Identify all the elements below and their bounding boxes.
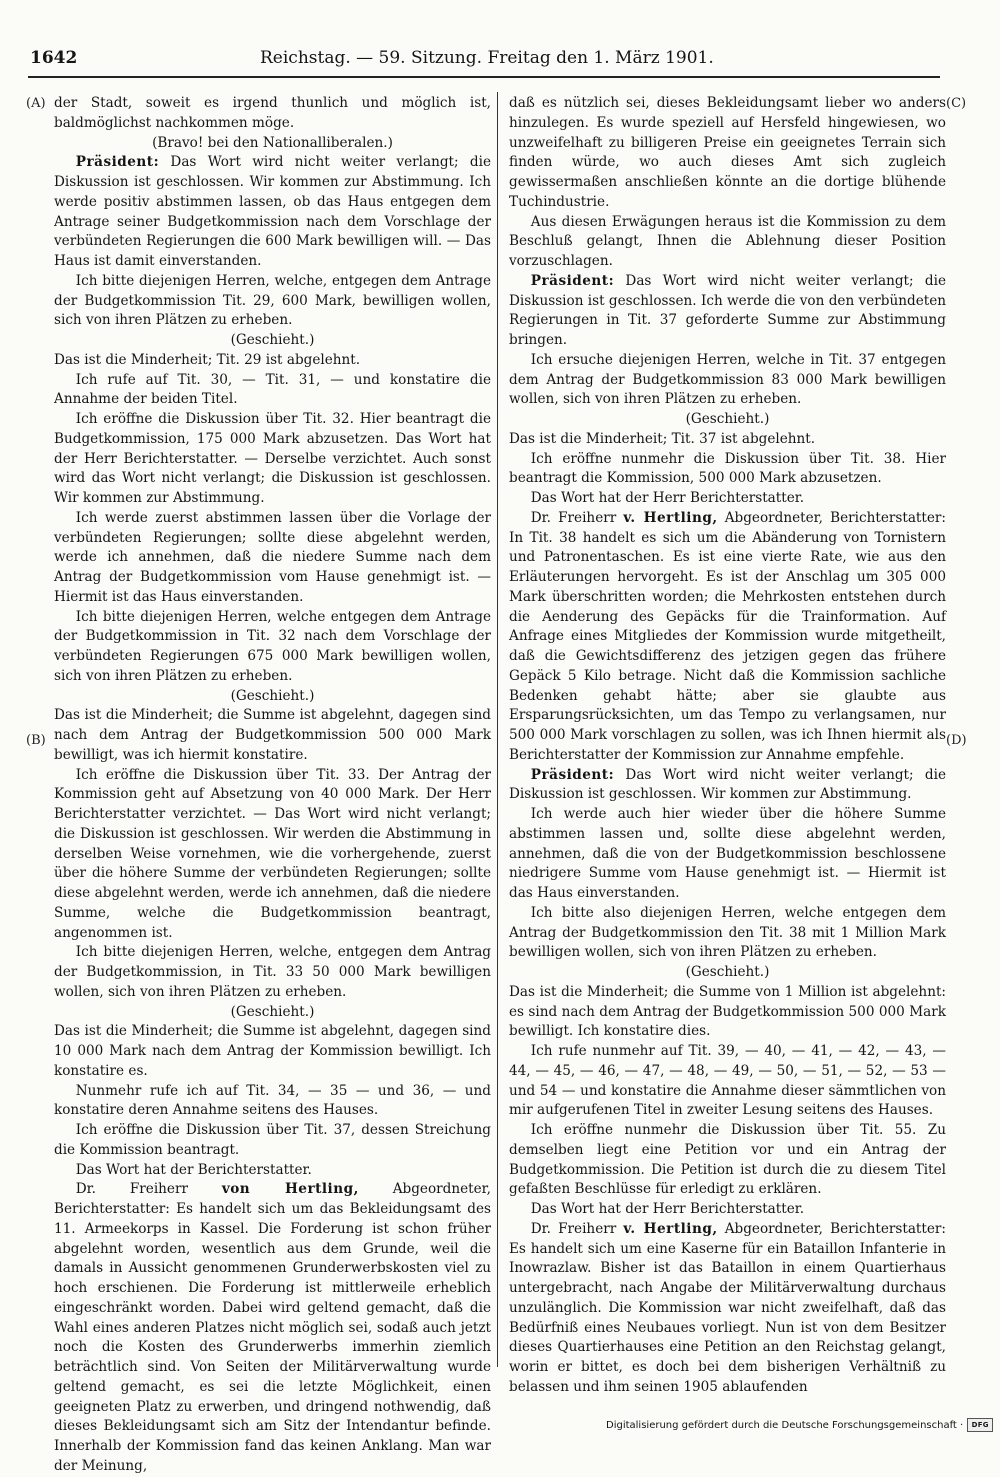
paragraph-text: Ich rufe nunmehr auf Tit. 39, — 40, — 41, — 42, — 43, — 44, — 45, — 46, — 47, — 48, — 49, — 50, — 51, — 52, — 53 — und 54 — und konstatire die Annahme dieser sämmtlichen von mir aufgerufenen Titel in zweiter Lesung seitens des Hauses. (509, 1043, 946, 1119)
digitization-credit (606, 1418, 993, 1432)
paragraph-text: Ich ersuche diejenigen Herren, welche in Tit. 37 entgegen dem Antrag der Budgetkommission 83 000 Mark bewilligen wollen, sich von ihren Plätzen zu erheben. (509, 351, 946, 408)
paragraph-text: Ich bitte diejenigen Herren, welche, entgegen dem Antrage der Budgetkommission Tit. 29, 600 Mark, bewilligen wollen, sich von ihren Plätzen zu erheben. (54, 272, 491, 329)
page-header (30, 48, 936, 72)
paragraph (54, 1121, 491, 1161)
paragraph (509, 94, 946, 213)
speaker-name: von Hertling, (221, 1181, 359, 1198)
paragraph-text: (Geschieht.) (685, 964, 770, 980)
paragraph-text: Das Wort wird nicht weiter verlangt; die Diskussion ist geschlossen. Wir kommen zur Abstimmung. Ich werde positiv abstimmen lassen, ob das Haus entgegen dem Antrage seiner Budgetkommission nach dem Vorschlage der verbündeten Regierungen die 600 Mark bewilligen will. — Das Haus ist damit einverstanden. (54, 154, 491, 269)
paragraph (54, 1082, 491, 1122)
right-column (509, 94, 946, 1398)
paragraph (54, 94, 491, 134)
paragraph (54, 1180, 491, 1476)
paragraph-text: der Stadt, soweit es irgend thunlich und möglich ist, baldmöglichst nachkommen möge. (54, 95, 491, 131)
paragraph-text: Dr. Freiherr (530, 1220, 624, 1237)
paragraph-text: Ich bitte diejenigen Herren, welche entgegen dem Antrage der Budgetkommission in Tit. 32 nach dem Vorschlage der verbündeten Regierungen 675 000 Mark bewilligen wollen, sich von ihren Plätzen zu erheben. (54, 608, 491, 684)
speaker-name: Präsident: (530, 766, 615, 783)
paragraph-text: Das Wort hat der Herr Berichterstatter. (530, 1201, 805, 1217)
paragraph-text: (Geschieht.) (230, 687, 315, 704)
paragraph (509, 983, 946, 1042)
paragraph-text: Ich eröffne die Diskussion über Tit. 33. Der Antrag der Kommission geht auf Absetzung von 40 000 Mark. Der Herr Berichterstatter verzichtet. — Das Wort wird nicht verlangt; die Diskussion ist geschlossen. Wir werden die Abstimmung in derselben Weise vornehmen, wie die vorhergehende, zuerst über die höhere Summe der verbündeten Regierungen; sollte diese abgelehnt werden, werde ich annehmen, daß die niedere Summe, welche die Budgetkommission beantragt, angenommen ist. (54, 766, 491, 941)
paragraph (54, 943, 491, 1002)
paragraph (509, 1200, 946, 1220)
margin-letter-b: (B) (26, 733, 46, 748)
margin-letter-d: (D) (946, 733, 967, 748)
paragraph-text: (Geschieht.) (230, 332, 315, 348)
paragraph-text: (Bravo! bei den Nationalliberalen.) (152, 134, 393, 151)
paragraph-text: Das Wort hat der Herr Berichterstatter. (530, 490, 805, 506)
paragraph-text: Das Wort hat der Berichterstatter. (75, 1161, 312, 1178)
paragraph-text: Ich bitte diejenigen Herren, welche, entgegen dem Antrag der Budgetkommission, in Tit. 33 50 000 Mark bewilligen wollen, sich von ihren Plätzen zu erheben. (54, 944, 491, 1000)
paragraph (54, 1003, 491, 1023)
paragraph (509, 1042, 946, 1121)
paragraph-text: Ich bitte also diejenigen Herren, welche entgegen dem Antrag der Budgetkommission den Tit. 38 mit 1 Million Mark bewilligen wollen, sich von ihren Plätzen zu erheben. (509, 904, 946, 961)
paragraph-text: Das ist die Minderheit; die Summe ist abgelehnt, dagegen sind 10 000 Mark nach dem Antrag der Kommission bewilligt. Ich konstatire es. (54, 1023, 491, 1079)
paragraph-text: Aus diesen Erwägungen heraus ist die Kommission zu dem Beschluß gelangt, Ihnen die Ablehnung dieser Position vorzuschlagen. (509, 213, 946, 269)
paragraph (509, 766, 946, 806)
paragraph (54, 134, 491, 154)
paragraph-text: Abgeordneter, Berichterstatter: Es handelt sich um das Bekleidungsamt des 11. Armeekorps in Kassel. Die Forderung ist schon früher abgelehnt worden, wesentlich aus dem Grunde, weil die damals in Aussicht genommenen Grunderwerbskosten viel zu hoch erschienen. Die Forderung ist mittlerweile erheblich eingeschränkt worden. Dabei wird geltend gemacht, daß die Wahl eines anderen Platzes nicht möglich sei, sodaß auch jetzt noch die Kosten des Grunderwerbs immerhin ziemlich beträchtlich sind. Von Seiten der Militärverwaltung wurde geltend gemacht, es sei die letzte Möglichkeit, einen geeigneten Platz zu erwerben, und dringend nothwendig, daß dieses Bekleidungsamt sich am Sitz der Intendantur befinde. Innerhalb der Kommission fand das keinen Anklang. Man war der Meinung, (54, 1181, 491, 1474)
paragraph-text: Ich rufe auf Tit. 30, — Tit. 31, — und konstatire die Annahme der beiden Titel. (54, 371, 491, 408)
paragraph-text: Ich eröffne die Diskussion über Tit. 37, dessen Streichung die Kommission beantragt. (54, 1122, 491, 1158)
credit-text: Digitalisierung gefördert durch die Deutsche Forschungsgemeinschaft · (606, 1419, 964, 1431)
paragraph (54, 1022, 491, 1081)
paragraph-text: (Geschieht.) (230, 1003, 315, 1020)
dfg-logo: DFG (967, 1418, 993, 1432)
paragraph (54, 153, 491, 272)
paragraph (54, 509, 491, 608)
paragraph (54, 371, 491, 411)
margin-letter-c: (C) (946, 96, 967, 111)
paragraph (54, 766, 491, 944)
paragraph (509, 963, 946, 983)
page-number: 1642 (30, 48, 78, 68)
paragraph (509, 213, 946, 272)
speaker-name: Präsident: (530, 272, 615, 289)
paragraph-text: Ich werde zuerst abstimmen lassen über die Vorlage der verbündeten Regierungen; sollte diese abgelehnt werden, werde ich annehmen, daß die niedere Summe nach dem Antrag der Budgetkommission vom Hause genehmigt ist. — Hiermit ist das Haus einverstanden. (54, 509, 491, 605)
paragraph (54, 687, 491, 707)
paragraph (54, 272, 491, 331)
paragraph-text: Abgeordneter, Berichterstatter: In Tit. 38 handelt es sich um die Abänderung von Tornistern und Patronentaschen. Es ist eine vierte Rate, wie aus den Erläuterungen hervorgeht. Es ist der Anschlag um 305 000 Mark überschritten worden; die Mehrkosten entstehen durch die Aenderung des Gepäcks für die Trainformation. Auf Anfrage eines Mitgliedes der Kommission wurde mitgetheilt, daß die Gewichtsdifferenz des jetzigen gegen das frühere Gepäck 5 Kilo betrage. Nicht daß die Kommission sachliche Bedenken gehabt hätte; aber sie glaubte aus Ersparungsrücksichten, um das Tempo zu verlangsamen, nur 500 000 Mark vorschlagen zu sollen, was ich Ihnen hiermit als Berichterstatter der Kommission zur Annahme empfehle. (509, 509, 946, 763)
paragraph (509, 1220, 946, 1398)
paragraph-text: Abgeordneter, Berichterstatter: Es handelt sich um eine Kaserne für ein Bataillon Infanterie in Inowrazlaw. Bisher ist das Bataillon in einem Quartierhaus untergebracht, nach Angabe der Militärverwaltung durchaus unzulänglich. Die Kommission war nicht zweifelhaft, daß das Bedürfniß eines Neubaues vorliegt. Nun ist von dem Besitzer dieses Quartierhauses eine Petition an den Reichstag gelangt, worin er bittet, es doch bei dem bisherigen Verhältniß zu belassen und ihm seinen 1905 ablaufenden (509, 1220, 946, 1395)
paragraph-text: Das ist die Minderheit; die Summe von 1 Million ist abgelehnt: es sind nach dem Antrag der Budgetkommission 500 000 Mark bewilligt. Ich konstatire dies. (509, 983, 946, 1040)
margin-letter-a: (A) (26, 96, 46, 111)
paragraph-text: Ich eröffne nunmehr die Diskussion über Tit. 55. Zu demselben liegt eine Petition vor und ein Antrag der Budgetkommission. Die Petition ist durch die zu diesem Titel gefaßten Beschlüsse für erledigt zu erklären. (509, 1122, 946, 1198)
paragraph (54, 608, 491, 687)
paragraph (54, 410, 491, 509)
header-rule (28, 76, 940, 78)
paragraph (509, 805, 946, 904)
paragraph-text: Das Wort wird nicht weiter verlangt; die Diskussion ist geschlossen. Ich werde die von den verbündeten Regierungen in Tit. 37 geforderte Summe zur Abstimmung bringen. (509, 272, 946, 348)
paragraph (509, 351, 946, 410)
paragraph-text: Ich eröffne die Diskussion über Tit. 32. Hier beantragt die Budgetkommission, 175 000 Mark abzusetzen. Das Wort hat der Herr Berichterstatter. — Derselbe verzichtet. Auch sonst wird das Wort nicht verlangt; die Diskussion ist geschlossen. Wir kommen zur Abstimmung. (54, 411, 491, 506)
paragraph-text: Dr. Freiherr (75, 1181, 222, 1198)
paragraph (54, 331, 491, 351)
paragraph (509, 904, 946, 963)
paragraph-text: Ich werde auch hier wieder über die höhere Summe abstimmen lassen und, sollte diese abgelehnt werden, annehmen, daß die von der Budgetkommission beschlossene niedrigere Summe vom Hause genehmigt ist. — Hiermit ist das Haus einverstanden. (509, 806, 946, 901)
paragraph-text: Nunmehr rufe ich auf Tit. 34, — 35 — und 36, — und konstatire deren Annahme seitens des Hauses. (54, 1082, 491, 1119)
paragraph (509, 1121, 946, 1200)
speaker-name: v. Hertling, (623, 509, 718, 526)
column-divider (497, 92, 498, 1367)
paragraph-text: Ich eröffne nunmehr die Diskussion über Tit. 38. Hier beantragt die Kommission, 500 000 Mark abzusetzen. (509, 450, 946, 487)
paragraph (509, 410, 946, 430)
paragraph-text: Dr. Freiherr (530, 509, 624, 526)
left-column (54, 94, 491, 1477)
paragraph-text: (Geschieht.) (685, 411, 770, 427)
paragraph (54, 351, 491, 371)
paragraph-text: Das ist die Minderheit; die Summe ist abgelehnt, dagegen sind nach dem Antrag der Budgetkommission 500 000 Mark bewilligt, was ich hiermit konstatire. (54, 707, 491, 763)
speaker-name: v. Hertling, (623, 1220, 718, 1237)
paragraph (509, 430, 946, 450)
paragraph (54, 706, 491, 765)
paragraph (509, 272, 946, 351)
paragraph (509, 489, 946, 509)
paragraph (509, 509, 946, 766)
paragraph (54, 1161, 491, 1181)
running-title: Reichstag. — 59. Sitzung. Freitag den 1. März 1901. (260, 48, 714, 68)
paragraph-text: Das ist die Minderheit; Tit. 29 ist abgelehnt. (54, 351, 361, 368)
paragraph-text: daß es nützlich sei, dieses Bekleidungsamt lieber wo anders hinzulegen. Es wurde speziell auf Hersfeld hingewiesen, wo unzweifelhaft zu billigeren Preise ein geeignetes Terrain sich finden würde, wo auch dieses Amt sich zugleich gewissermaßen anschließen könnte an die dortige blühende Tuchindustrie. (509, 95, 946, 210)
paragraph (509, 450, 946, 490)
speaker-name: Präsident: (75, 154, 160, 171)
paragraph-text: Das ist die Minderheit; Tit. 37 ist abgelehnt. (509, 430, 816, 447)
paragraph-text: Das Wort wird nicht weiter verlangt; die Diskussion ist geschlossen. Wir kommen zur Abstimmung. (509, 766, 946, 803)
